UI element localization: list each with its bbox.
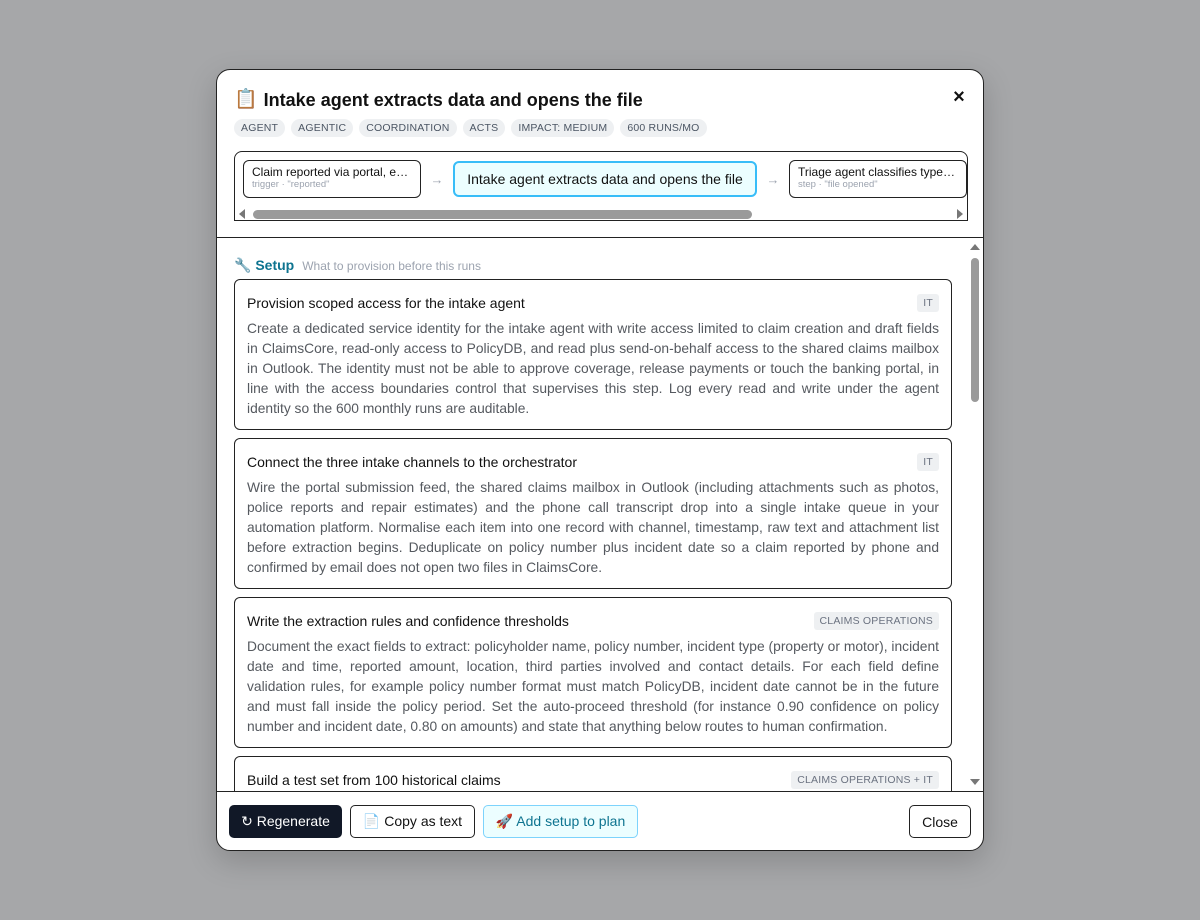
setup-modal bbox=[216, 69, 984, 851]
flow-step-label: Triage agent classifies type… bbox=[798, 165, 955, 179]
setup-card-list bbox=[234, 279, 952, 791]
flow-step-next[interactable] bbox=[789, 160, 967, 198]
regenerate-button[interactable]: ↻ Regenerate bbox=[229, 805, 342, 838]
vertical-scrollbar[interactable] bbox=[967, 238, 983, 791]
close-button[interactable]: Close bbox=[909, 805, 971, 838]
setup-card-title: Write the extraction rules and confidence thresholds bbox=[247, 613, 569, 629]
setup-card bbox=[234, 756, 952, 791]
flow-step-current[interactable]: Intake agent extracts data and opens the file bbox=[453, 161, 757, 197]
setup-card-header bbox=[247, 453, 939, 471]
modal-body bbox=[217, 238, 983, 791]
setup-card-text: Document the exact fields to extract: policyholder name, policy number, incident type (property or motor), incident date and time, reported amount, location, third parties involved and contact details. For each field define validation rules, for example policy number format must match PolicyDB, incident date cannot be in the future and must fall inside the policy period. Set the auto-proceed threshold (for instance 0.90 confidence on policy number and incident date, 0.80 on amounts) and state that anything below routes to human confirmation. bbox=[247, 639, 939, 734]
owner-badge: CLAIMS OPERATIONS bbox=[814, 612, 939, 630]
owner-badge: IT bbox=[917, 453, 939, 471]
flow-step-sub: step · "file opened" bbox=[798, 179, 878, 190]
setup-card bbox=[234, 279, 952, 430]
setup-title-text: Setup bbox=[255, 257, 295, 273]
setup-card-header bbox=[247, 612, 939, 630]
tag-agentic: AGENTIC bbox=[291, 119, 353, 137]
copy-as-text-button[interactable]: 📄 Copy as text bbox=[350, 805, 475, 838]
setup-card-title: Build a test set from 100 historical claims bbox=[247, 772, 501, 788]
horizontal-scrollbar[interactable] bbox=[235, 206, 967, 220]
setup-title bbox=[234, 257, 294, 274]
setup-card-header bbox=[247, 294, 939, 312]
arrow-right-icon: → bbox=[430, 171, 444, 187]
flow-step-sub: trigger · "reported" bbox=[252, 179, 330, 190]
scroll-right-icon[interactable] bbox=[957, 209, 963, 219]
flow-steps bbox=[243, 160, 967, 198]
setup-card-header bbox=[247, 771, 939, 789]
clipboard-icon: 📋 bbox=[234, 89, 258, 110]
setup-card-text: Wire the portal submission feed, the shared claims mailbox in Outlook (including attachments such as photos, police reports and repair estimates) and the phone call transcript drop into a single intake queue in your automation platform. Normalise each item into one record with channel, timestamp, raw text and attachment list before extraction begins. Deduplicate on policy number plus incident date so a claim reported by phone and confirmed by email does not open two files in ClaimsCore. bbox=[247, 480, 939, 575]
add-setup-to-plan-button[interactable]: 🚀 Add setup to plan bbox=[483, 805, 638, 838]
tag-agent: AGENT bbox=[234, 119, 285, 137]
scroll-left-icon[interactable] bbox=[239, 209, 245, 219]
tag-impact: IMPACT: MEDIUM bbox=[511, 119, 614, 137]
owner-badge: CLAIMS OPERATIONS + IT bbox=[791, 771, 939, 789]
horizontal-scroll-thumb[interactable] bbox=[253, 210, 752, 219]
tag-coordination: COORDINATION bbox=[359, 119, 456, 137]
flow-step-label: Claim reported via portal, e… bbox=[252, 165, 409, 179]
setup-card-text: Create a dedicated service identity for the intake agent with write access limited to claim creation and draft fields in ClaimsCore, read-only access to PolicyDB, and read plus send-on-behalf access to the shared claims mailbox in Outlook. The identity must not be able to approve coverage, release payments or touch the banking portal, in line with the access boundaries control that supervises this step. Log every read and write under the agent identity so the 600 monthly runs are auditable. bbox=[247, 321, 939, 416]
setup-card-title: Provision scoped access for the intake agent bbox=[247, 295, 525, 311]
arrow-right-icon: → bbox=[766, 171, 780, 187]
vertical-scroll-thumb[interactable] bbox=[971, 258, 979, 402]
setup-card-title: Connect the three intake channels to the orchestrator bbox=[247, 454, 577, 470]
modal-title: Intake agent extracts data and opens the file bbox=[263, 90, 643, 110]
title-row bbox=[234, 89, 643, 111]
modal-footer bbox=[217, 792, 983, 851]
wrench-icon: 🔧 bbox=[234, 257, 252, 273]
scroll-up-icon[interactable] bbox=[970, 244, 980, 250]
setup-section-header bbox=[234, 257, 481, 274]
setup-card bbox=[234, 438, 952, 589]
modal-header bbox=[217, 70, 983, 238]
setup-subtitle: What to provision before this runs bbox=[302, 259, 481, 273]
tag-runs: 600 RUNS/MO bbox=[620, 119, 706, 137]
owner-badge: IT bbox=[917, 294, 939, 312]
flow-step-previous[interactable] bbox=[243, 160, 421, 198]
tag-list bbox=[234, 119, 707, 137]
process-flow-strip[interactable] bbox=[234, 151, 968, 221]
tag-acts: ACTS bbox=[463, 119, 506, 137]
setup-card bbox=[234, 597, 952, 748]
close-icon[interactable]: × bbox=[953, 86, 965, 108]
scroll-down-icon[interactable] bbox=[970, 779, 980, 785]
